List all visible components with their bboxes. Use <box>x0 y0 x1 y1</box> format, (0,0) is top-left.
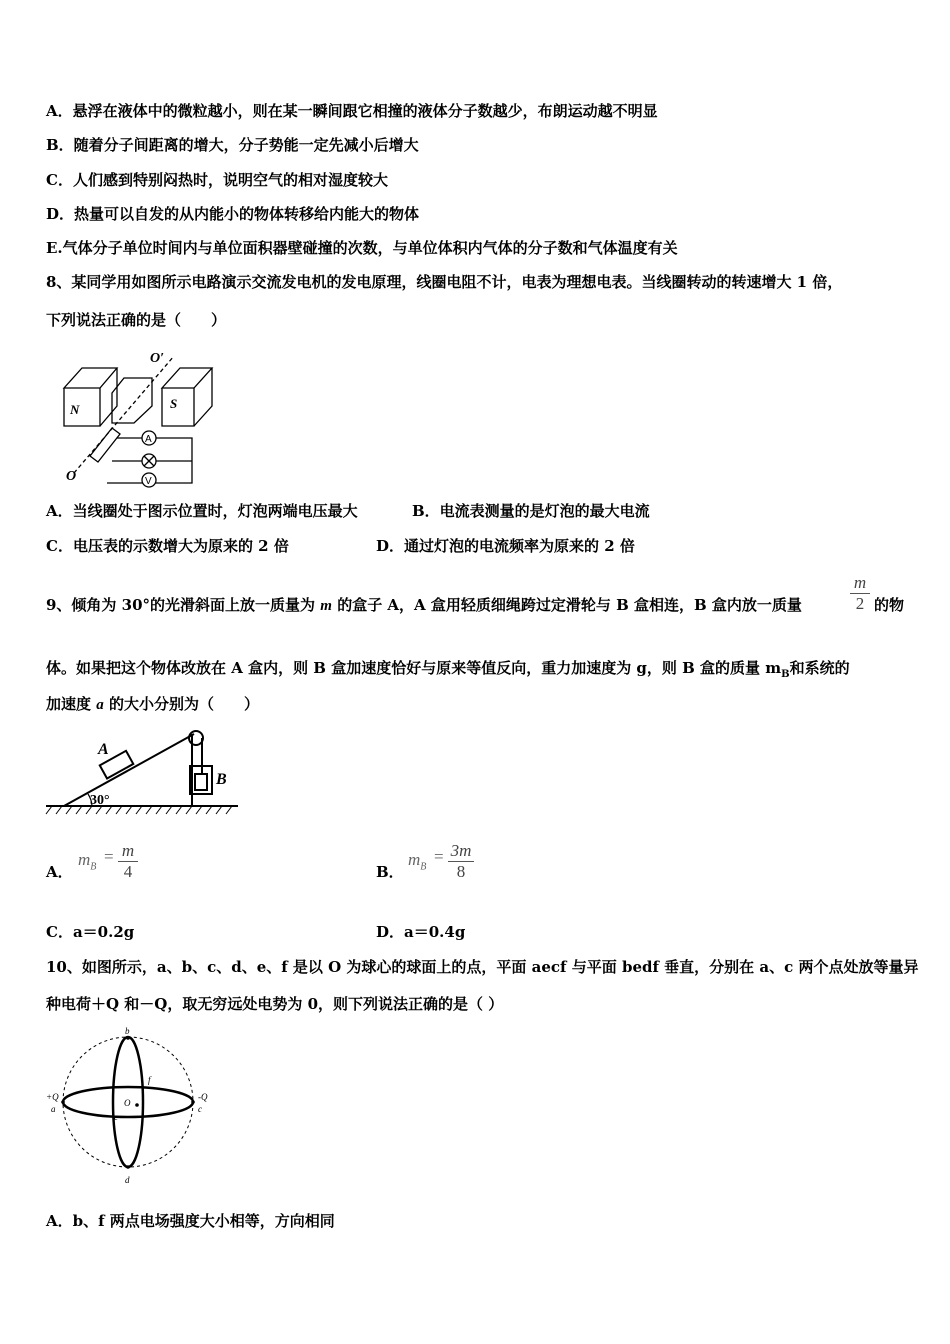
q9-option-a-denominator: 4 <box>123 862 133 881</box>
q9-label-b: B <box>216 771 227 788</box>
q7-option-d: D．热量可以自发的从内能小的物体转移给内能大的物体 <box>46 205 420 223</box>
q9-fraction-denominator: 2 <box>855 594 865 613</box>
q9-option-b-mb <box>408 850 426 872</box>
q10-label-d: d <box>125 1175 130 1185</box>
q8-ammeter-label: A <box>145 434 152 445</box>
q9-option-a-fraction <box>118 842 138 881</box>
q10-option-a: A．b、f 两点电场强度大小相等，方向相同 <box>46 1212 335 1230</box>
q9-line3-part2: 的大小分别为（ ） <box>108 695 259 713</box>
q8-label-n: N <box>70 402 80 417</box>
q10-stem-line1: 10、如图所示，a、b、c、d、e、f 是以 O 为球心的球面上的点，平面 aecf 与平面 bedf 垂直，分别在 a、c 两个点处放等量异 <box>46 958 919 976</box>
q9-line1-part2: 的盒子 A，A 盒用轻质细绳跨过定滑轮与 B 盒相连，B 盒内放一质量 <box>337 596 802 614</box>
q10-stem-line2: 种电荷＋Q 和－Q，取无穷远处电势为 0，则下列说法正确的是（ ） <box>46 995 504 1013</box>
q8-label-o-top: O′ <box>150 351 165 366</box>
q8-generator-figure <box>52 348 222 488</box>
q9-stem-line1 <box>46 595 802 616</box>
q7-option-e: E.气体分子单位时间内与单位面积器壁碰撞的次数，与单位体积内气体的分子数和气体温度有关 <box>46 239 678 257</box>
q9-line1-part1: 9、倾角为 30°的光滑斜面上放一质量为 <box>46 596 316 614</box>
q8-option-b: B．电流表测量的是灯泡的最大电流 <box>412 502 650 520</box>
q9-option-b-m: m <box>408 850 421 869</box>
q9-option-b-eq: = <box>434 847 444 866</box>
q8-voltmeter-label: V <box>145 476 152 487</box>
q10-label-a: a <box>51 1104 56 1114</box>
q10-sphere-figure <box>40 1022 216 1188</box>
q9-option-b-fraction <box>448 842 474 881</box>
q10-label-o: O <box>124 1098 131 1108</box>
q8-label-o-bottom: O <box>66 469 77 484</box>
q9-option-a-m: m <box>78 850 91 869</box>
q9-option-a-numerator: m <box>121 841 135 860</box>
q10-label-e: e <box>114 1112 118 1122</box>
q9-incline-figure <box>44 720 240 818</box>
q8-stem-line1: 8、某同学用如图所示电路演示交流发电机的发电原理，线圈电阻不计，电表为理想电表。当线圈转动的转速增大 1 倍， <box>46 273 843 291</box>
q10-label-c: c <box>198 1104 202 1114</box>
q9-fraction-numerator: m <box>853 573 867 592</box>
q9-option-b-numerator: 3m <box>450 841 472 860</box>
q10-label-f: f <box>148 1075 151 1085</box>
q7-option-c: C．人们感到特别闷热时，说明空气的相对湿度较大 <box>46 171 388 189</box>
q9-line2-end: 和系统的 <box>789 659 850 677</box>
q8-option-d: D．通过灯泡的电流频率为原来的 2 倍 <box>376 537 635 555</box>
q8-stem-line2: 下列说法正确的是（ ） <box>46 311 227 329</box>
q9-line1-end: 的物 <box>874 596 905 614</box>
q9-option-b-sub: B <box>420 861 427 873</box>
q9-line3-part1: 加速度 <box>46 695 92 713</box>
q9-label-a: A <box>98 741 109 758</box>
q9-option-d: D．a＝0.4g <box>376 923 466 941</box>
q9-stem-line3 <box>46 694 259 715</box>
q9-fraction-m-over-2 <box>850 574 870 613</box>
q8-label-s: S <box>170 396 178 411</box>
q10-label-b: b <box>125 1026 130 1036</box>
q8-option-a: A．当线圈处于图示位置时，灯泡两端电压最大 <box>46 502 358 520</box>
q9-option-a-mb <box>78 850 96 872</box>
q9-mass-m: m <box>320 598 332 614</box>
q9-accel-a: a <box>96 697 104 713</box>
q7-option-a: A．悬浮在液体中的微粒越小，则在某一瞬间跟它相撞的液体分子数越少，布朗运动越不明显 <box>46 102 658 120</box>
q9-line2-subscript: B <box>781 669 790 680</box>
q10-label-plus-q: +Q <box>46 1092 59 1102</box>
q10-label-minus-q: -Q <box>198 1092 208 1102</box>
q9-option-a-sub: B <box>90 861 97 873</box>
q9-stem-line2 <box>46 658 850 685</box>
q9-option-c: C．a＝0.2g <box>46 923 135 941</box>
q9-option-b-denominator: 8 <box>456 862 466 881</box>
q8-option-c: C．电压表的示数增大为原来的 2 倍 <box>46 537 289 555</box>
q9-option-b-label: B． <box>376 863 404 881</box>
q9-option-a-label: A． <box>46 863 73 881</box>
q9-line2-text: 体。如果把这个物体改放在 A 盒内，则 B 盒加速度恰好与原来等值反向，重力加速度为 g，则 B 盒的质量 m <box>46 659 782 677</box>
q9-option-a-eq: = <box>104 847 114 866</box>
q9-label-angle: 30° <box>90 793 110 808</box>
q7-option-b: B．随着分子间距离的增大，分子势能一定先减小后增大 <box>46 136 419 154</box>
